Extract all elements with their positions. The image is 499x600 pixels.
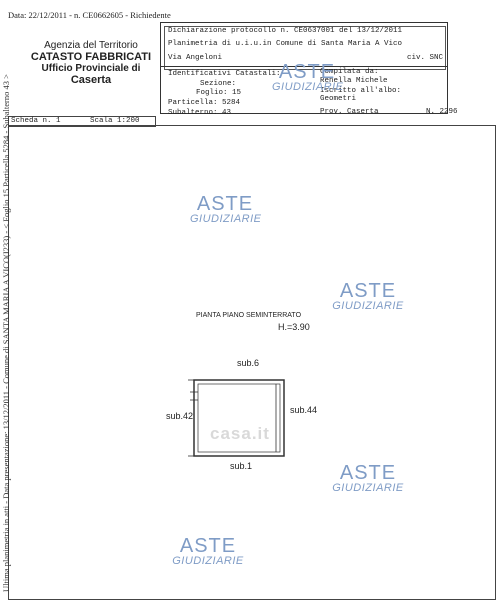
office-city: Caserta — [70, 74, 112, 86]
request-line: Data: 22/12/2011 - n. CE0662605 - Richiedente — [8, 10, 171, 20]
watermark-aste: ASTE — [278, 61, 336, 83]
street-line: Via Angeloni — [168, 54, 223, 62]
compiler-province: Prov. Caserta — [320, 108, 379, 116]
scheda-label: Scheda n. 1 — [11, 117, 61, 125]
floor-plan — [180, 370, 300, 465]
label-sub42: sub.42 — [166, 411, 194, 421]
office-label: Ufficio Provinciale di — [41, 63, 141, 74]
label-sub6: sub.6 — [237, 358, 260, 368]
plan-title: PIANTA PIANO SEMINTERRATO — [196, 312, 302, 319]
particella-value: Particella: 5284 — [168, 99, 241, 107]
plan-height: H.=3.90 — [278, 322, 310, 332]
ids-header: Identificativi Catastali: — [168, 70, 281, 78]
catasto-title: CATASTO FABBRICATI — [30, 51, 152, 63]
plan-line: Planimetria di u.i.u.in Comune di Santa Maria A Vico — [168, 40, 403, 48]
watermark-casa: casa.it — [210, 424, 270, 443]
label-sub1: sub.1 — [230, 461, 253, 471]
civic-number: civ. SNC — [407, 54, 444, 62]
compiled-by-label: Compilata da: — [320, 68, 379, 76]
watermark-logo-3: ASTE GIUDIZIARIE — [332, 462, 404, 494]
enrolled-label: Iscritto all'albo: — [320, 87, 402, 95]
foglio-value: Foglio: 15 — [196, 89, 242, 97]
room-outline — [194, 380, 284, 456]
watermark-giudiziarie: GIUDIZIARIE — [272, 81, 344, 93]
scale-label: Scala 1:200 — [90, 117, 140, 125]
compiler-role: Geometri — [320, 95, 357, 103]
subalterno-value: Subalterno: 43 — [168, 109, 232, 117]
watermark-logo-header — [272, 62, 342, 93]
watermark-logo-1: ASTE GIUDIZIARIE — [190, 193, 262, 225]
protocol-line: Dichiarazione protocollo n. CE0637001 del 13/12/2011 — [168, 27, 403, 35]
label-sub44: sub.44 — [290, 405, 318, 415]
side-text-1: Ultima planimetria in atti - Data presentazione: 13/12/2011 - Comune di SANTA MARIA A VICO(I233) - < Foglio 15 Particella 5284 - Subalterno 43 > — [1, 74, 11, 592]
compiler-name: Renella Michele — [320, 77, 388, 85]
watermark-logo-2: ASTE GIUDIZIARIE — [332, 280, 404, 312]
agency-block — [10, 40, 160, 86]
sezione-label: Sezione: — [200, 80, 237, 88]
watermark-logo-4: ASTE GIUDIZIARIE — [172, 535, 244, 567]
agency-name: Agenzia del Territorio — [44, 40, 138, 51]
compiler-number: N. 2296 — [426, 108, 458, 116]
